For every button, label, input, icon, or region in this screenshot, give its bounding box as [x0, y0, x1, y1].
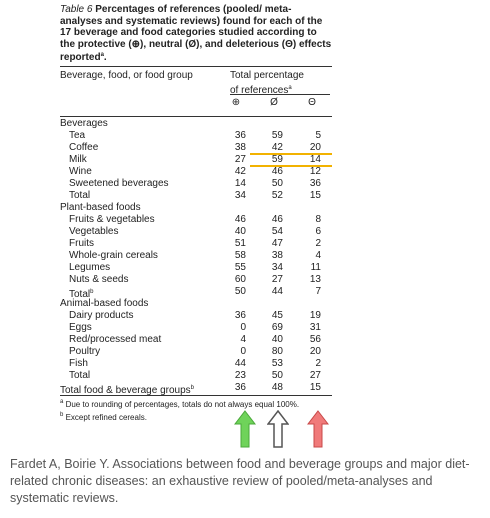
table-card: [60, 4, 332, 423]
deleterious-symbol: Θ: [308, 96, 316, 108]
row-label: Plant-based foods: [60, 201, 141, 213]
row-label: Sweetened beverages: [69, 177, 169, 189]
table-row: [60, 370, 332, 382]
table-row: [60, 238, 332, 250]
row-label: Milk: [69, 153, 87, 165]
table-row: [60, 166, 332, 178]
table-row: [60, 274, 332, 286]
row-label: Wine: [69, 165, 92, 177]
deleterious-percent-cell: 11: [310, 261, 321, 273]
table-row: [60, 154, 332, 166]
row-label: Total: [69, 189, 91, 201]
row-label: Red/processed meat: [69, 333, 162, 345]
footnote-a-marker: a: [60, 398, 64, 405]
protective-percent-cell: 46: [234, 213, 246, 225]
deleterious-percent-cell: 7: [315, 285, 321, 297]
row-label: Vegetables: [69, 225, 119, 237]
deleterious-percent-cell: 27: [309, 369, 321, 381]
table-header: [60, 69, 332, 116]
deleterious-percent-cell: 2: [315, 357, 321, 369]
protective-percent-cell: 36: [234, 381, 246, 393]
neutral-percent-cell: 50: [271, 177, 283, 189]
row-label: Poultry: [69, 345, 101, 357]
row-label: Whole-grain cereals: [69, 249, 158, 261]
neutral-percent-cell: 46: [271, 213, 283, 225]
protective-percent-cell: 40: [234, 225, 246, 237]
deleterious-percent-cell: 20: [309, 141, 321, 153]
table-body: [60, 117, 332, 394]
protective-percent-cell: 0: [240, 321, 246, 333]
protective-percent-cell: 51: [234, 237, 246, 249]
caption-end: .: [103, 52, 107, 63]
protective-percent-cell: 60: [234, 273, 246, 285]
deleterious-percent-cell: 56: [309, 333, 321, 345]
protective-percent-cell: 0: [240, 345, 246, 357]
deleterious-percent-cell: 13: [309, 273, 321, 285]
neutral-percent-cell: 47: [271, 237, 283, 249]
deleterious-percent-cell: 36: [309, 177, 321, 189]
neutral-percent-cell: 40: [271, 333, 283, 345]
protective-percent-cell: 36: [234, 309, 246, 321]
deleterious-percent-cell: 12: [309, 165, 321, 177]
table-row: [60, 286, 332, 298]
table-row: [60, 190, 332, 202]
protective-percent-cell: 42: [234, 165, 246, 177]
row-label: Total: [69, 369, 91, 381]
row-label: Beverages: [60, 117, 108, 129]
protective-percent-cell: 34: [234, 189, 246, 201]
neutral-percent-cell: 27: [271, 273, 283, 285]
protective-percent-cell: 58: [234, 249, 246, 261]
neutral-percent-cell: 69: [271, 321, 283, 333]
protective-percent-cell: 44: [234, 357, 246, 369]
group-row: [60, 118, 332, 130]
neutral-percent-cell: 59: [271, 129, 283, 141]
row-label: Total$^b$: [69, 288, 94, 300]
table-row: [60, 214, 332, 226]
neutral-percent-cell: 59: [271, 153, 283, 165]
footnote-b-marker: b: [60, 411, 64, 418]
neutral-percent-cell: 52: [271, 189, 283, 201]
total-label-line1: Total percentage: [230, 69, 304, 81]
neutral-percent-cell: 34: [271, 261, 283, 273]
white-up-arrow-icon: [267, 410, 289, 448]
row-label: Nuts & seeds: [69, 273, 129, 285]
column-header-total: [230, 70, 330, 97]
table-row: [60, 334, 332, 346]
footnote-b: Except refined cereals.: [65, 412, 147, 422]
citation-text: Fardet A, Boirie Y. Associations between food and beverage groups and major diet-related chronic diseases: an exhaustive review of pooled/meta-analyses and systematic reviews.: [10, 457, 470, 505]
deleterious-percent-cell: 19: [309, 309, 321, 321]
table-row: [60, 358, 332, 370]
header-underline: [230, 94, 330, 95]
neutral-percent-cell: 45: [271, 309, 283, 321]
table-row: [60, 322, 332, 334]
protective-symbol: ⊕: [231, 96, 241, 108]
table-row: [60, 178, 332, 190]
deleterious-percent-cell: 20: [309, 345, 321, 357]
deleterious-percent-cell: 8: [315, 213, 321, 225]
neutral-symbol: Ø: [270, 96, 278, 108]
column-header-group: Beverage, food, or food group: [60, 69, 193, 81]
row-label: Total food & beverage groups$^b$: [60, 384, 194, 396]
deleterious-percent-cell: 5: [315, 129, 321, 141]
table-row: [60, 226, 332, 238]
deleterious-percent-cell: 6: [315, 225, 321, 237]
row-label: Fish: [69, 357, 88, 369]
protective-percent-cell: 4: [240, 333, 246, 345]
table-row: [60, 130, 332, 142]
effect-symbol-row: [60, 97, 332, 111]
deleterious-percent-cell: 31: [309, 321, 321, 333]
protective-percent-cell: 38: [234, 141, 246, 153]
neutral-percent-cell: 50: [271, 369, 283, 381]
protective-percent-cell: 55: [234, 261, 246, 273]
row-label: Tea: [69, 129, 86, 141]
red-up-arrow-icon: [307, 410, 329, 448]
top-rule: [60, 66, 332, 67]
row-label: Animal-based foods: [60, 297, 149, 309]
row-label-superscript: b: [90, 288, 94, 295]
neutral-percent-cell: 42: [271, 141, 283, 153]
protective-percent-cell: 14: [234, 177, 246, 189]
caption-text: Percentages of references (pooled/ meta-analyses and systematic reviews) found for each of the 17 beverage and food categories studied according to the protective (⊕), neutral (Ø), and deleterious (Θ) effects reported: [60, 4, 332, 63]
row-label: Dairy products: [69, 309, 134, 321]
row-label: Legumes: [69, 261, 111, 273]
green-up-arrow-icon: [234, 410, 256, 448]
neutral-percent-cell: 54: [271, 225, 283, 237]
protective-percent-cell: 27: [234, 153, 246, 165]
neutral-percent-cell: 53: [271, 357, 283, 369]
protective-percent-cell: 23: [234, 369, 246, 381]
row-label: Fruits: [69, 237, 94, 249]
caption-superscript: a: [100, 52, 104, 58]
neutral-percent-cell: 38: [271, 249, 283, 261]
total-label-line2: of references: [230, 84, 289, 96]
group-row: [60, 298, 332, 310]
footnote-a: Due to rounding of percentages, totals do not always equal 100%.: [65, 399, 300, 409]
protective-percent-cell: 50: [234, 285, 246, 297]
table-row: [60, 346, 332, 358]
row-label: Fruits & vegetables: [69, 213, 155, 225]
table-row: [60, 250, 332, 262]
table-row: [60, 142, 332, 154]
table-row: [60, 310, 332, 322]
footnotes: [60, 395, 332, 423]
protective-percent-cell: 36: [234, 129, 246, 141]
deleterious-percent-cell: 15: [309, 189, 321, 201]
deleterious-percent-cell: 2: [315, 237, 321, 249]
row-label: Coffee: [69, 141, 99, 153]
table-row: [60, 262, 332, 274]
group-row: [60, 382, 332, 394]
table-number: Table 6: [60, 4, 93, 15]
neutral-percent-cell: 46: [271, 165, 283, 177]
total-label-superscript: a: [288, 84, 292, 91]
table-caption: [60, 4, 332, 64]
deleterious-percent-cell: 4: [315, 249, 321, 261]
neutral-percent-cell: 44: [271, 285, 283, 297]
neutral-percent-cell: 80: [271, 345, 283, 357]
row-label-superscript: b: [190, 384, 194, 391]
group-row: [60, 202, 332, 214]
neutral-percent-cell: 48: [271, 381, 283, 393]
row-label: Eggs: [69, 321, 92, 333]
deleterious-percent-cell: 14: [309, 153, 321, 165]
deleterious-percent-cell: 15: [309, 381, 321, 393]
